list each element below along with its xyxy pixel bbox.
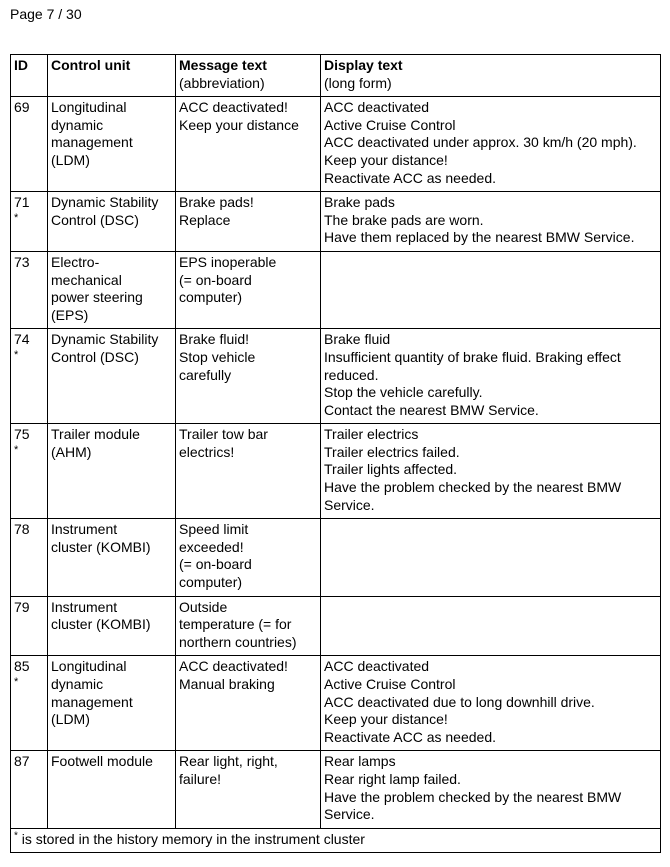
cell-display-text bbox=[321, 97, 661, 192]
cell-message-text-line: computer) bbox=[179, 574, 243, 591]
cell-display-text-line: Active Cruise Control bbox=[324, 116, 456, 133]
cell-message-text bbox=[176, 251, 321, 328]
table-row bbox=[11, 329, 661, 424]
cell-message-text bbox=[176, 424, 321, 519]
cell-message-text bbox=[176, 751, 321, 828]
cell-message-text-line: carefully bbox=[179, 366, 232, 383]
cell-display-text-line: ACC deactivated under approx. 30 km/h (20 mph). bbox=[324, 134, 637, 151]
cell-display-text-line: Reactivate ACC as needed. bbox=[324, 728, 496, 745]
cell-display-text-line: Rear right lamp failed. bbox=[324, 770, 461, 787]
cell-display-text bbox=[321, 751, 661, 828]
cell-message-text-line: exceeded! bbox=[179, 538, 244, 555]
row-id: 87 bbox=[14, 753, 30, 770]
cell-message-text-line: Outside bbox=[179, 598, 228, 615]
table-row bbox=[11, 424, 661, 519]
table-row bbox=[11, 251, 661, 328]
cell-message-text-line: Replace bbox=[179, 211, 231, 228]
row-id: 69 bbox=[14, 99, 30, 116]
row-id: 85 bbox=[14, 658, 30, 675]
table-row bbox=[11, 751, 661, 828]
cell-id bbox=[11, 751, 48, 828]
cell-control-unit-line: Control (DSC) bbox=[51, 211, 139, 228]
table-row bbox=[11, 519, 661, 596]
cell-control-unit bbox=[48, 751, 176, 828]
cell-control-unit-line: power steering bbox=[51, 289, 143, 306]
cell-display-text-line: Keep your distance! bbox=[324, 151, 448, 168]
cell-message-text-line: Brake pads! bbox=[179, 194, 254, 211]
cell-control-unit bbox=[48, 596, 176, 656]
cell-control-unit-line: (EPS) bbox=[51, 306, 89, 323]
cell-id bbox=[11, 192, 48, 252]
cell-display-text-line: The brake pads are worn. bbox=[324, 211, 484, 228]
row-id: 75 bbox=[14, 426, 30, 443]
cell-display-text-line: Have the problem checked by the nearest BMW bbox=[324, 788, 622, 805]
cell-message-text-line: Stop vehicle bbox=[179, 348, 256, 365]
table-row bbox=[11, 656, 661, 751]
cell-message-text-line: Trailer tow bar bbox=[179, 426, 268, 443]
cell-message-text-line: Speed limit bbox=[179, 521, 249, 538]
cell-control-unit-line: (LDM) bbox=[51, 151, 90, 168]
cell-message-text-line: EPS inoperable bbox=[179, 253, 277, 270]
cell-id bbox=[11, 97, 48, 192]
cell-control-unit-line: Longitudinal bbox=[51, 99, 127, 116]
cell-control-unit bbox=[48, 519, 176, 596]
cell-display-text bbox=[321, 656, 661, 751]
footnote bbox=[11, 828, 661, 853]
cell-id bbox=[11, 424, 48, 519]
cell-id bbox=[11, 656, 48, 751]
cell-control-unit bbox=[48, 251, 176, 328]
cell-control-unit-line: cluster (KOMBI) bbox=[51, 616, 151, 633]
cell-message-text bbox=[176, 519, 321, 596]
cell-display-text-line: ACC deactivated bbox=[324, 658, 430, 675]
cell-message-text bbox=[176, 97, 321, 192]
cell-control-unit bbox=[48, 192, 176, 252]
cell-message-text-line: failure! bbox=[179, 770, 222, 787]
table-row bbox=[11, 192, 661, 252]
cell-display-text bbox=[321, 519, 661, 596]
cell-control-unit-line: management bbox=[51, 134, 133, 151]
cell-display-text-line: ACC deactivated bbox=[324, 99, 430, 116]
cell-message-text bbox=[176, 329, 321, 424]
cell-control-unit-line: (LDM) bbox=[51, 711, 90, 728]
cell-message-text-line: temperature (= for bbox=[179, 616, 292, 633]
cell-control-unit bbox=[48, 97, 176, 192]
cell-message-text-line: Manual braking bbox=[179, 676, 275, 692]
cell-display-text-line: ACC deactivated due to long downhill drive. bbox=[324, 693, 595, 710]
cell-display-text-line: Rear lamps bbox=[324, 753, 396, 770]
cell-message-text-line: ACC deactivated! bbox=[179, 99, 288, 116]
cell-message-text-line: computer) bbox=[179, 289, 243, 306]
cell-display-text-line: Trailer electrics failed. bbox=[324, 443, 460, 460]
cell-display-text-line: Reactivate ACC as needed. bbox=[324, 169, 496, 186]
cell-display-text-line: Service. bbox=[324, 806, 375, 823]
cell-control-unit-line: dynamic bbox=[51, 676, 104, 692]
cell-display-text bbox=[321, 251, 661, 328]
footnote-mark: * bbox=[14, 830, 18, 842]
cell-control-unit-line: Footwell module bbox=[51, 753, 153, 770]
header-display-text: Display text (long form) bbox=[321, 55, 661, 97]
cell-display-text-line: Active Cruise Control bbox=[324, 676, 456, 692]
table-row bbox=[11, 97, 661, 192]
cell-display-text-line: Stop the vehicle carefully. bbox=[324, 384, 483, 401]
cell-control-unit-line: Instrument bbox=[51, 521, 118, 538]
cell-control-unit-line: Dynamic Stability bbox=[51, 331, 159, 348]
cell-display-text-line: Insufficient quantity of brake fluid. Braking effect bbox=[324, 348, 621, 365]
cell-control-unit bbox=[48, 656, 176, 751]
row-id: 79 bbox=[14, 598, 30, 615]
cell-display-text-line: Have them replaced by the nearest BMW Service. bbox=[324, 229, 635, 246]
history-marker: * bbox=[14, 443, 19, 456]
cell-display-text bbox=[321, 329, 661, 424]
cell-display-text-line: reduced. bbox=[324, 366, 379, 383]
cell-display-text bbox=[321, 192, 661, 252]
cell-id bbox=[11, 596, 48, 656]
cell-id bbox=[11, 251, 48, 328]
cell-message-text-line: (= on-board bbox=[179, 556, 252, 573]
cell-display-text-line: Trailer electrics bbox=[324, 426, 419, 443]
footnote-text: is stored in the history memory in the instrument cluster bbox=[17, 830, 365, 847]
cell-control-unit-line: management bbox=[51, 693, 133, 710]
cell-control-unit-line: dynamic bbox=[51, 116, 104, 133]
cell-display-text-line: Contact the nearest BMW Service. bbox=[324, 401, 539, 418]
cell-control-unit bbox=[48, 329, 176, 424]
cell-control-unit-line: (AHM) bbox=[51, 443, 92, 460]
message-table bbox=[10, 54, 661, 853]
row-id: 73 bbox=[14, 253, 30, 270]
row-id: 78 bbox=[14, 521, 30, 538]
cell-display-text-line: Service. bbox=[324, 496, 375, 513]
cell-control-unit-line: mechanical bbox=[51, 271, 122, 288]
page-number: Page 7 / 30 bbox=[10, 6, 82, 22]
history-marker: * bbox=[14, 211, 19, 224]
cell-control-unit-line: Electro- bbox=[51, 253, 100, 270]
cell-message-text-line: ACC deactivated! bbox=[179, 658, 288, 675]
cell-control-unit-line: Trailer module bbox=[51, 426, 140, 443]
cell-message-text-line: Brake fluid! bbox=[179, 331, 250, 348]
cell-message-text-line: electrics! bbox=[179, 443, 235, 460]
cell-message-text-line: northern countries) bbox=[179, 633, 297, 650]
cell-control-unit-line: Control (DSC) bbox=[51, 348, 139, 365]
cell-id bbox=[11, 329, 48, 424]
cell-message-text-line: (= on-board bbox=[179, 271, 252, 288]
header-id: ID bbox=[11, 55, 48, 97]
cell-control-unit-line: Dynamic Stability bbox=[51, 194, 159, 211]
cell-control-unit bbox=[48, 424, 176, 519]
cell-display-text-line: Have the problem checked by the nearest BMW bbox=[324, 479, 622, 496]
history-marker: * bbox=[14, 676, 19, 688]
cell-message-text bbox=[176, 656, 321, 751]
cell-display-text bbox=[321, 596, 661, 656]
cell-message-text bbox=[176, 192, 321, 252]
cell-display-text-line: Trailer lights affected. bbox=[324, 461, 458, 478]
cell-control-unit-line: Instrument bbox=[51, 598, 118, 615]
table-header-row bbox=[11, 55, 661, 97]
cell-display-text bbox=[321, 424, 661, 519]
header-message-text: Message text (abbreviation) bbox=[176, 55, 321, 97]
header-control-unit: Control unit bbox=[48, 55, 176, 97]
cell-display-text-line: Keep your distance! bbox=[324, 711, 448, 728]
cell-message-text bbox=[176, 596, 321, 656]
footnote-row bbox=[11, 828, 661, 853]
row-id: 74 bbox=[14, 331, 30, 348]
table-row bbox=[11, 596, 661, 656]
history-marker: * bbox=[14, 348, 19, 361]
cell-id bbox=[11, 519, 48, 596]
cell-message-text-line: Rear light, right, bbox=[179, 753, 278, 770]
cell-control-unit-line: cluster (KOMBI) bbox=[51, 538, 151, 555]
row-id: 71 bbox=[14, 194, 30, 211]
cell-control-unit-line: Longitudinal bbox=[51, 658, 127, 675]
cell-message-text-line: Keep your distance bbox=[179, 116, 299, 133]
cell-display-text-line: Brake fluid bbox=[324, 331, 391, 348]
cell-display-text-line: Brake pads bbox=[324, 194, 395, 211]
